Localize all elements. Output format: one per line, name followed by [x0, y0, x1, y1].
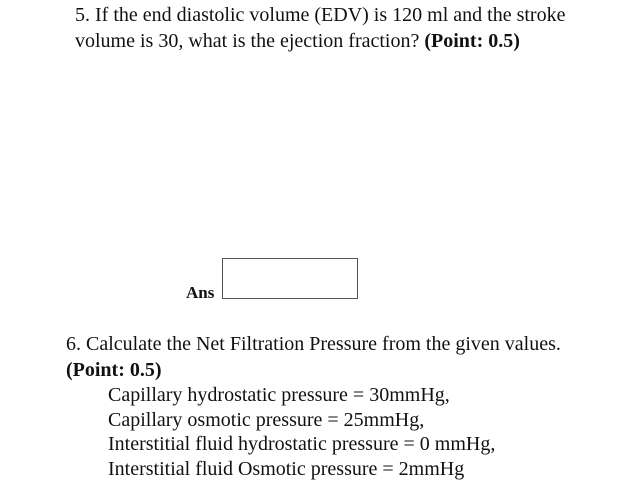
answer-label: Ans [186, 283, 215, 302]
value-interstitial-hydrostatic: Interstitial fluid hydrostatic pressure = 0 mmHg, [108, 433, 496, 455]
answer-input-box[interactable] [222, 258, 358, 299]
value-capillary-hydrostatic: Capillary hydrostatic pressure = 30mmHg, [108, 384, 450, 406]
value-interstitial-osmotic: Interstitial fluid Osmotic pressure = 2mmHg [108, 457, 465, 480]
question-5-text: 5. If the end diastolic volume (EDV) is 120 ml and the stroke volume is 30, what is the ejection fraction? [75, 4, 566, 52]
question-6 [66, 331, 618, 383]
given-values-list [108, 383, 495, 481]
question-5-points: (Point: 0.5) [424, 30, 520, 52]
question-5 [75, 2, 615, 54]
value-capillary-osmotic: Capillary osmotic pressure = 25mmHg, [108, 408, 425, 431]
question-6-points: (Point: 0.5) [66, 359, 162, 381]
question-6-text: 6. Calculate the Net Filtration Pressure from the given values. [66, 333, 561, 355]
